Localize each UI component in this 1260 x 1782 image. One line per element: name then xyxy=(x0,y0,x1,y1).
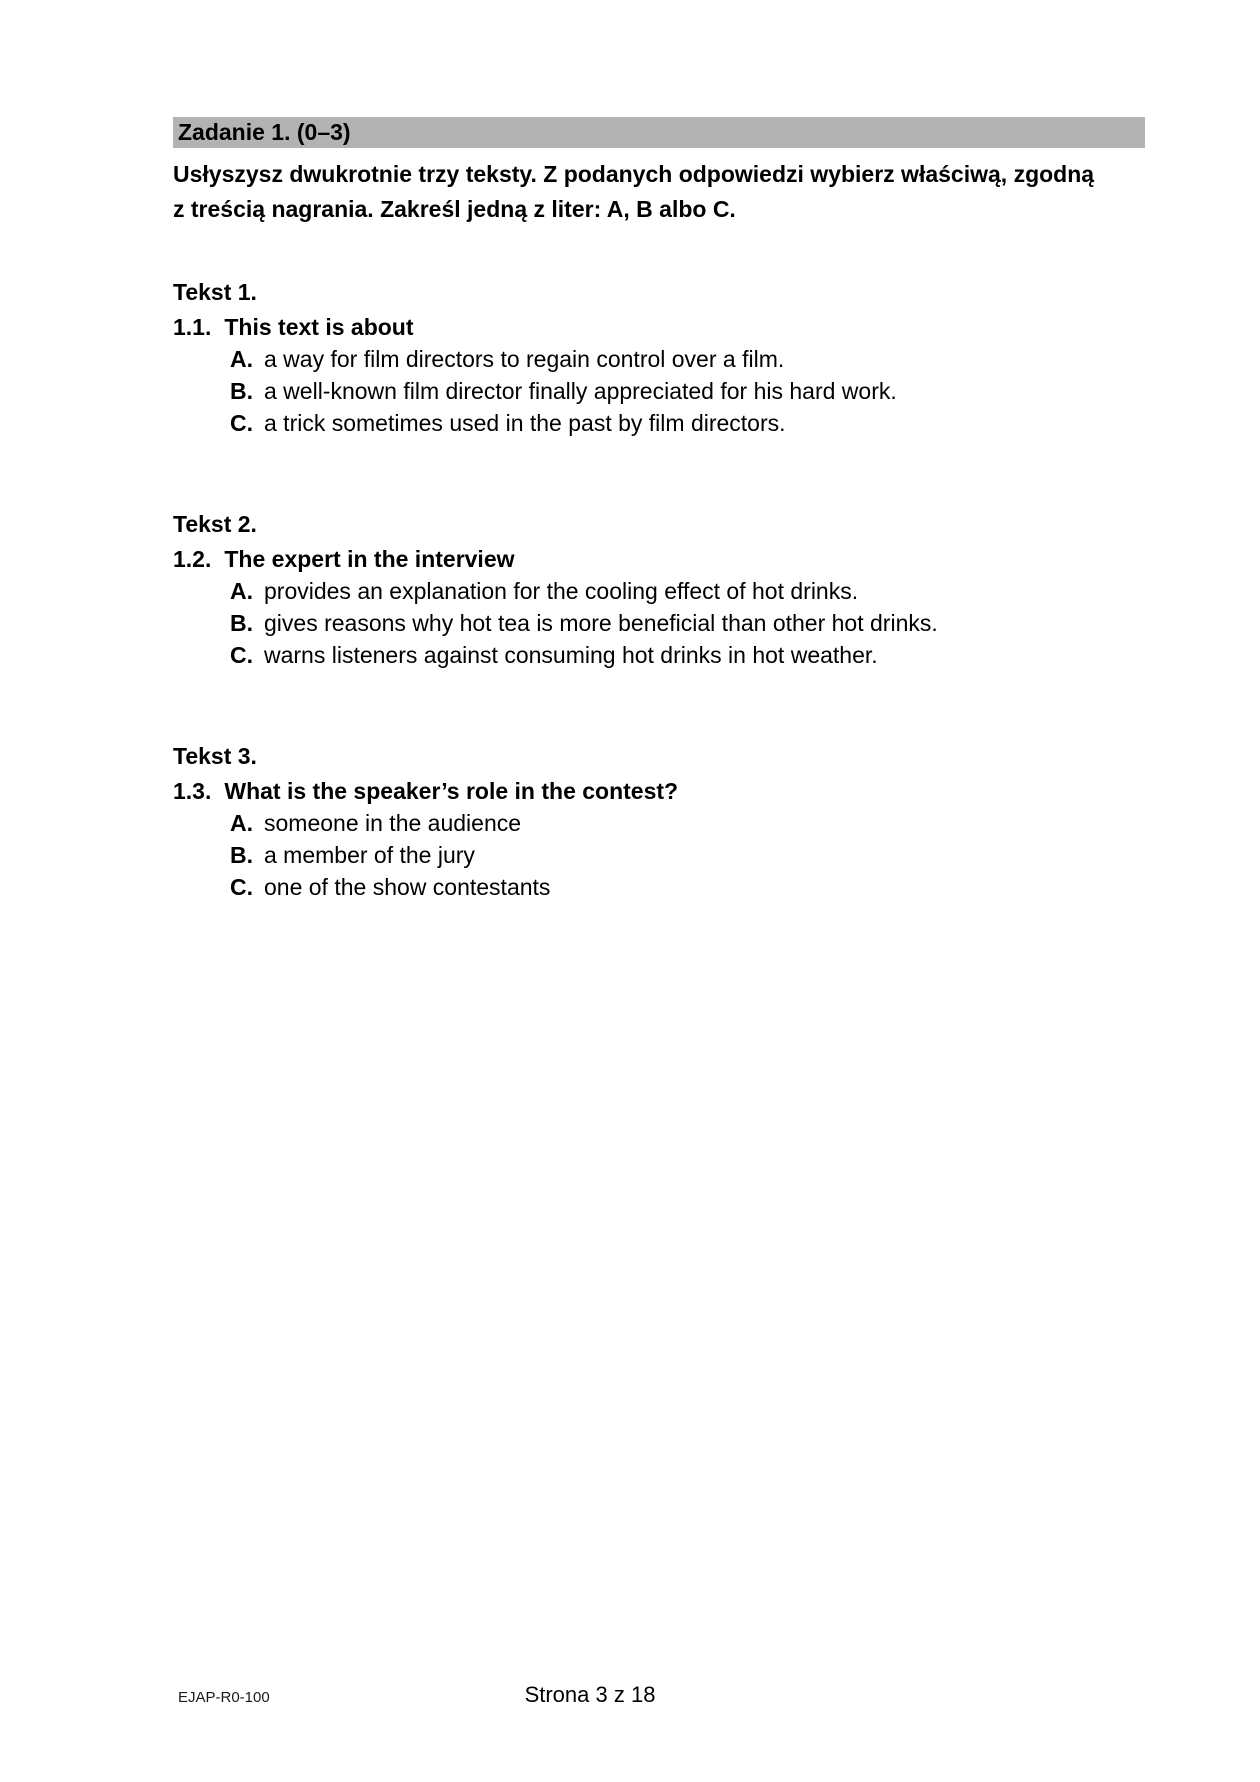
option-letter: B. xyxy=(230,842,253,868)
option-text: gives reasons why hot tea is more beneficial than other hot drinks. xyxy=(264,610,938,636)
section-title: Tekst 3. xyxy=(173,743,257,769)
instructions-line-2: z treścią nagrania. Zakreśl jedną z liter: A, B albo C. xyxy=(173,196,736,222)
option-text: a way for film directors to regain control over a film. xyxy=(264,346,785,372)
option-letter: C. xyxy=(230,410,253,436)
question-line xyxy=(173,311,1145,343)
option-letter: B. xyxy=(230,610,253,636)
option-letter: C. xyxy=(230,642,253,668)
section-tekst-1 xyxy=(173,276,1145,439)
task-label: Zadanie 1. (0–3) xyxy=(178,119,351,145)
question-number: 1.1. xyxy=(173,314,212,340)
section-title: Tekst 2. xyxy=(173,511,257,537)
question-line xyxy=(173,775,1145,807)
option-text: someone in the audience xyxy=(264,810,522,836)
option-a xyxy=(230,343,1145,375)
task-header xyxy=(173,117,1145,148)
option-c xyxy=(230,871,1145,903)
task-instructions xyxy=(173,157,1145,227)
option-c xyxy=(230,407,1145,439)
page-number: Strona 3 z 18 xyxy=(524,1682,656,1707)
question-line xyxy=(173,543,1145,575)
options-list xyxy=(173,807,1145,903)
options-list xyxy=(173,575,1145,671)
option-text: a trick sometimes used in the past by film directors. xyxy=(264,410,786,436)
option-c xyxy=(230,639,1145,671)
section-tekst-3 xyxy=(173,740,1145,903)
option-letter: B. xyxy=(230,378,253,404)
option-b xyxy=(230,839,1145,871)
question-number: 1.2. xyxy=(173,546,212,572)
question-number: 1.3. xyxy=(173,778,212,804)
option-letter: C. xyxy=(230,874,253,900)
instructions-line-1: Usłyszysz dwukrotnie trzy teksty. Z podanych odpowiedzi wybierz właściwą, zgodną xyxy=(173,161,1095,187)
option-text: provides an explanation for the cooling effect of hot drinks. xyxy=(264,578,859,604)
option-text: a member of the jury xyxy=(264,842,475,868)
option-b xyxy=(230,607,1145,639)
section-tekst-2 xyxy=(173,508,1145,671)
question-text: What is the speaker’s role in the contest? xyxy=(224,778,679,804)
section-title: Tekst 1. xyxy=(173,279,257,305)
page-content xyxy=(173,117,1145,903)
option-text: warns listeners against consuming hot drinks in hot weather. xyxy=(264,642,878,668)
option-a xyxy=(230,575,1145,607)
exam-form-code: EJAP-R0-100 xyxy=(178,1689,270,1706)
option-text: a well-known film director finally appreciated for his hard work. xyxy=(264,378,897,404)
question-text: This text is about xyxy=(224,314,414,340)
option-letter: A. xyxy=(230,346,253,372)
option-letter: A. xyxy=(230,578,253,604)
option-a xyxy=(230,807,1145,839)
option-letter: A. xyxy=(230,810,253,836)
option-b xyxy=(230,375,1145,407)
options-list xyxy=(173,343,1145,439)
question-text: The expert in the interview xyxy=(224,546,515,572)
option-text: one of the show contestants xyxy=(264,874,551,900)
